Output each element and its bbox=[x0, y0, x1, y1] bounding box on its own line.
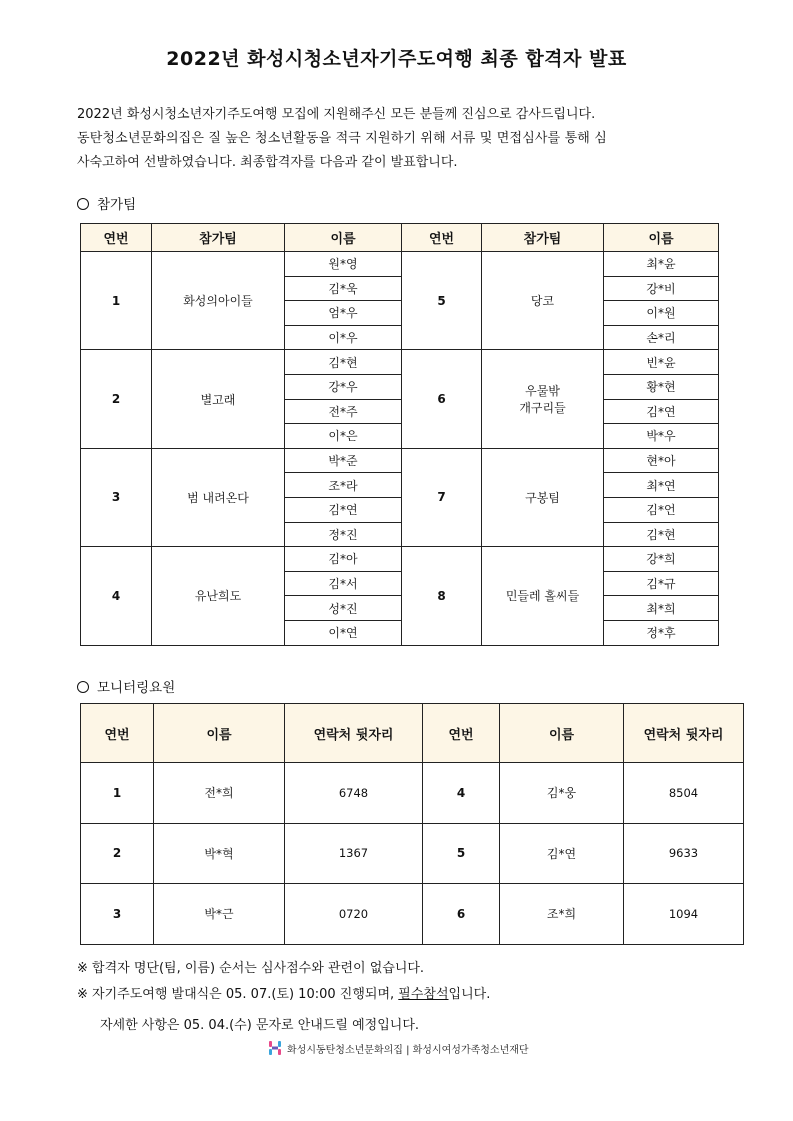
team-name-line: 개구리들 bbox=[519, 401, 566, 416]
member-name: 김*언 bbox=[604, 497, 719, 522]
member-name: 조*라 bbox=[285, 473, 402, 498]
member-name: 김*연 bbox=[604, 399, 719, 424]
phone-last-digits: 1367 bbox=[285, 823, 423, 884]
member-name: 현*아 bbox=[604, 448, 719, 473]
teams-section-heading bbox=[77, 193, 136, 213]
member-name: 강*비 bbox=[604, 276, 719, 301]
circle-bullet-icon bbox=[77, 198, 89, 210]
member-name: 김*현 bbox=[285, 350, 402, 375]
header-name: 이름 bbox=[285, 224, 402, 252]
teams-heading-text: 참가팀 bbox=[97, 197, 137, 213]
intro-line-1: 2022년 화성시청소년자기주도여행 모집에 지원해주신 모든 분들께 진심으로 감사드립니다. bbox=[77, 107, 596, 122]
team-member-row bbox=[81, 252, 719, 277]
team-member-row bbox=[81, 547, 719, 572]
phone-last-digits: 0720 bbox=[285, 884, 423, 945]
member-name: 전*주 bbox=[285, 399, 402, 424]
monitor-row bbox=[81, 823, 744, 884]
note-launch-text: ※ 자기주도여행 발대식은 05. 07.(토) 10:00 진행되며, bbox=[77, 987, 399, 1002]
header-phone-last-digits: 연락처 뒷자리 bbox=[285, 704, 423, 763]
team-name: 민들레 홀씨들 bbox=[482, 547, 604, 645]
member-name: 강*희 bbox=[604, 547, 719, 572]
team-member-row bbox=[81, 350, 719, 375]
monitor-row bbox=[81, 884, 744, 945]
member-name: 최*연 bbox=[604, 473, 719, 498]
member-name: 빈*윤 bbox=[604, 350, 719, 375]
header-phone-last-digits: 연락처 뒷자리 bbox=[624, 704, 744, 763]
member-name: 김*욱 bbox=[285, 276, 402, 301]
footer-org-text: 화성시동탄청소년문화의집 | 화성시여성가족청소년재단 bbox=[287, 1044, 529, 1056]
header-team: 참가팀 bbox=[152, 224, 285, 252]
team-name: 화성의아이들 bbox=[152, 252, 285, 350]
intro-paragraph bbox=[77, 103, 717, 175]
intro-line-3: 사숙고하여 선발하였습니다. 최종합격자를 다음과 같이 발표합니다. bbox=[77, 155, 458, 170]
phone-last-digits: 6748 bbox=[285, 763, 423, 824]
footer bbox=[268, 1040, 529, 1056]
team-name-line: 우물밖 bbox=[525, 384, 560, 399]
team-number: 1 bbox=[81, 252, 152, 350]
member-name: 박*준 bbox=[285, 448, 402, 473]
header-number: 연번 bbox=[81, 224, 152, 252]
member-name: 정*진 bbox=[285, 522, 402, 547]
member-name: 이*은 bbox=[285, 424, 402, 449]
header-number: 연번 bbox=[423, 704, 500, 763]
member-name: 손*리 bbox=[604, 325, 719, 350]
note-details: 자세한 사항은 05. 04.(수) 문자로 안내드릴 예정입니다. bbox=[100, 1018, 420, 1033]
member-name: 김*서 bbox=[285, 571, 402, 596]
monitor-row bbox=[81, 763, 744, 824]
mandatory-attendance: 필수참석 bbox=[398, 987, 449, 1002]
note-order: ※ 합격자 명단(팀, 이름) 순서는 심사점수와 관련이 없습니다. bbox=[77, 961, 425, 976]
monitor-heading-text: 모니터링요원 bbox=[97, 680, 176, 696]
phone-last-digits: 1094 bbox=[624, 884, 744, 945]
member-name: 박*우 bbox=[604, 424, 719, 449]
member-name: 김*연 bbox=[285, 497, 402, 522]
circle-bullet-icon bbox=[77, 681, 89, 693]
team-number: 6 bbox=[402, 350, 482, 448]
teams-header-row bbox=[81, 224, 719, 252]
monitor-name: 조*희 bbox=[500, 884, 624, 945]
row-number: 6 bbox=[423, 884, 500, 945]
row-number: 5 bbox=[423, 823, 500, 884]
team-member-row bbox=[81, 448, 719, 473]
member-name: 정*후 bbox=[604, 620, 719, 645]
monitor-name: 박*근 bbox=[154, 884, 285, 945]
member-name: 김*아 bbox=[285, 547, 402, 572]
notes bbox=[77, 956, 490, 1039]
team-name: 별고래 bbox=[152, 350, 285, 448]
row-number: 1 bbox=[81, 763, 154, 824]
team-name bbox=[482, 350, 604, 448]
team-number: 7 bbox=[402, 448, 482, 546]
team-name: 유난희도 bbox=[152, 547, 285, 645]
row-number: 2 bbox=[81, 823, 154, 884]
page-title: 2022년 화성시청소년자기주도여행 최종 합격자 발표 bbox=[166, 48, 627, 70]
monitor-table bbox=[80, 703, 744, 945]
member-name: 원*영 bbox=[285, 252, 402, 277]
member-name: 이*연 bbox=[285, 620, 402, 645]
member-name: 엄*우 bbox=[285, 301, 402, 326]
monitor-name: 김*웅 bbox=[500, 763, 624, 824]
header-number: 연번 bbox=[402, 224, 482, 252]
team-number: 3 bbox=[81, 448, 152, 546]
member-name: 이*원 bbox=[604, 301, 719, 326]
member-name: 이*우 bbox=[285, 325, 402, 350]
monitor-header-row bbox=[81, 704, 744, 763]
monitor-name: 박*혁 bbox=[154, 823, 285, 884]
member-name: 최*희 bbox=[604, 596, 719, 621]
row-number: 4 bbox=[423, 763, 500, 824]
header-team: 참가팀 bbox=[482, 224, 604, 252]
monitor-section-heading bbox=[77, 676, 175, 696]
note-launch-suffix: 입니다. bbox=[448, 987, 491, 1002]
phone-last-digits: 8504 bbox=[624, 763, 744, 824]
header-name: 이름 bbox=[604, 224, 719, 252]
member-name: 황*현 bbox=[604, 374, 719, 399]
header-name: 이름 bbox=[154, 704, 285, 763]
monitor-name: 김*연 bbox=[500, 823, 624, 884]
teams-table bbox=[80, 223, 719, 646]
team-number: 4 bbox=[81, 547, 152, 645]
member-name: 김*규 bbox=[604, 571, 719, 596]
phone-last-digits: 9633 bbox=[624, 823, 744, 884]
row-number: 3 bbox=[81, 884, 154, 945]
member-name: 최*윤 bbox=[604, 252, 719, 277]
team-name: 당코 bbox=[482, 252, 604, 350]
monitor-name: 전*희 bbox=[154, 763, 285, 824]
team-number: 5 bbox=[402, 252, 482, 350]
header-name: 이름 bbox=[500, 704, 624, 763]
team-name: 구봉팀 bbox=[482, 448, 604, 546]
member-name: 김*현 bbox=[604, 522, 719, 547]
member-name: 성*진 bbox=[285, 596, 402, 621]
team-number: 2 bbox=[81, 350, 152, 448]
foundation-logo-icon bbox=[268, 1040, 282, 1056]
member-name: 강*우 bbox=[285, 374, 402, 399]
intro-line-2: 동탄청소년문화의집은 질 높은 청소년활동을 적극 지원하기 위해 서류 및 면접심사를 통해 심 bbox=[77, 131, 608, 146]
team-number: 8 bbox=[402, 547, 482, 645]
team-name: 범 내려온다 bbox=[152, 448, 285, 546]
header-number: 연번 bbox=[81, 704, 154, 763]
note-launch-ceremony bbox=[77, 982, 490, 1008]
